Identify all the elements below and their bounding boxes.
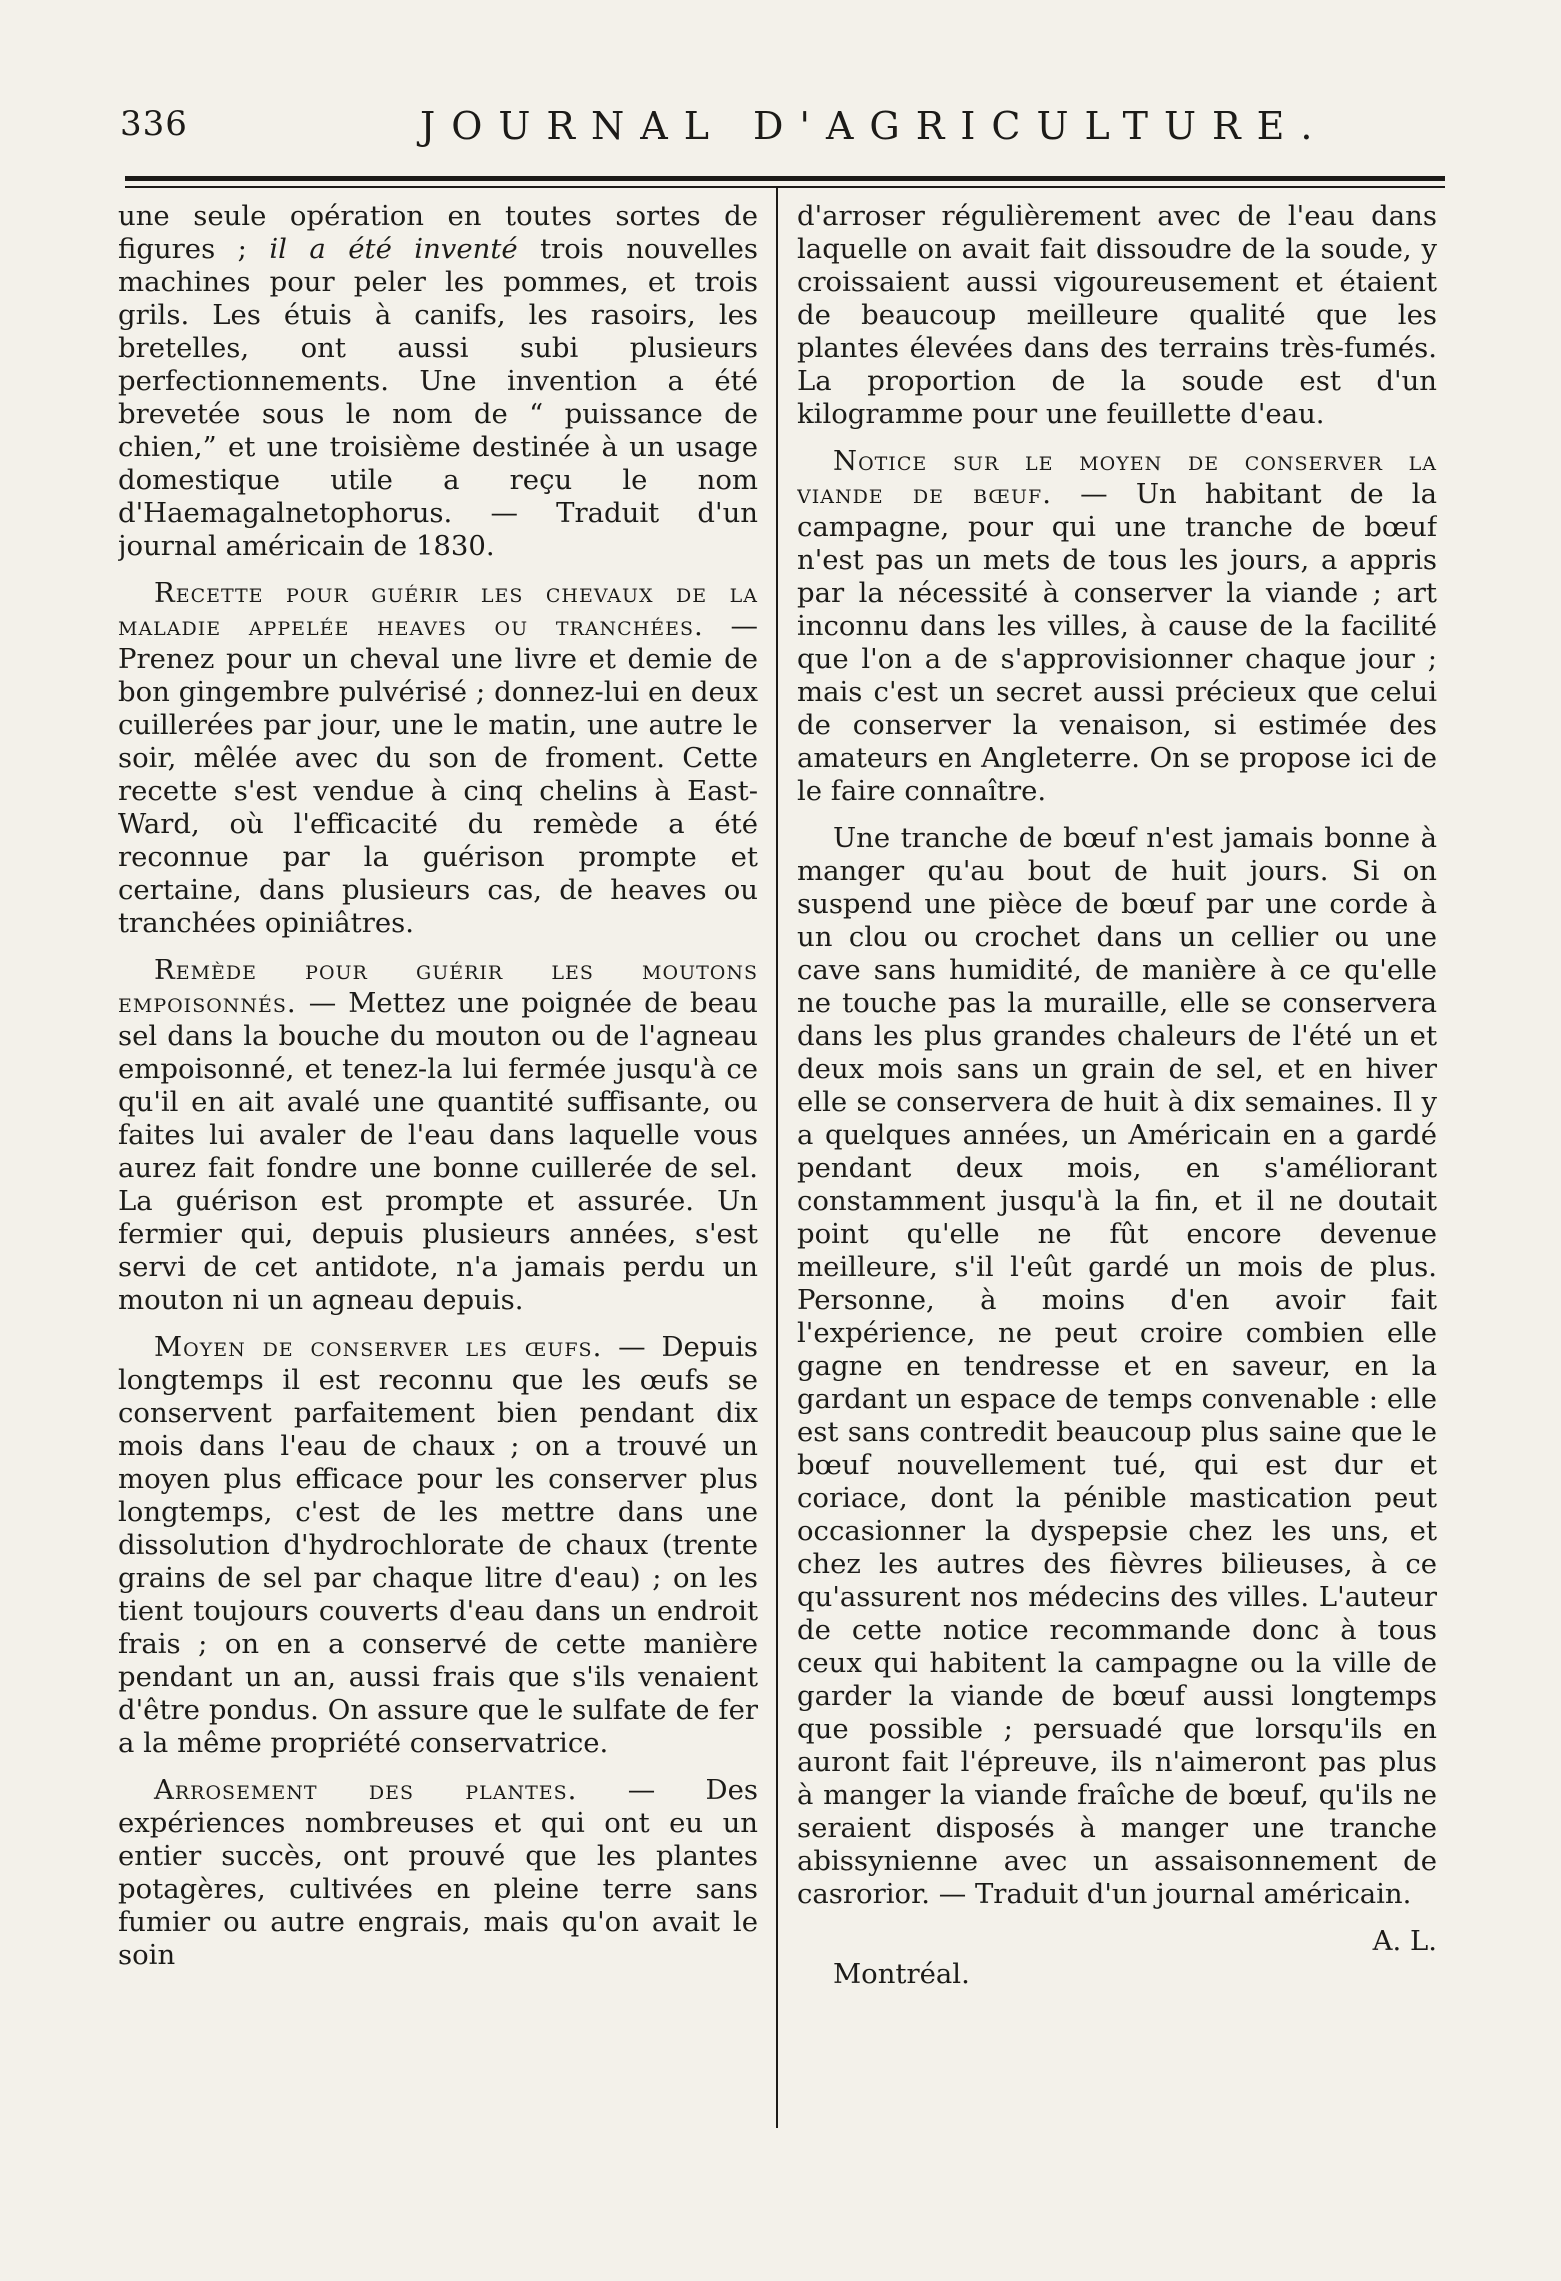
column-divider (776, 188, 778, 2128)
article-body: — Mettez une poignée de beau sel dans la bouche du mouton ou de l'agneau empoisonné, et tenez-la lui fermée jusqu'à ce qu'il en ait avalé une quantité suffisante, ou faites lui avaler de l'eau dans laquelle vous aurez fait fondre une bonne cuillerée de sel. La guérison est prompte et assurée. Un fermier qui, depuis plusieurs années, s'est servi de cet antidote, n'a jamais perdu un mouton ni un agneau depuis. (118, 987, 758, 1316)
header-rule-thin (125, 186, 1445, 188)
page-number: 336 (120, 104, 188, 144)
left-column (118, 200, 758, 2120)
page-header (120, 98, 1420, 158)
italic-text: il a été inventé (269, 233, 518, 265)
article-body: — Des expériences nombreuses et qui ont eu un entier succès, ont prouvé que les plantes potagères, cultivées en pleine terre sans fumier ou autre engrais, mais qu'on avait le soin (118, 1774, 758, 1971)
paragraph-text: trois nouvelles machines pour peler les pommes, et trois grils. Les étuis à canifs, les rasoirs, les bretelles, ont aussi subi plusieurs perfectionnements. Une invention a été brevetée sous le nom de “ puissance de chien,” et une troisième destinée à un usage domestique utile a reçu le nom d'Haemagalnetophorus. — Traduit d'un journal américain de 1830. (118, 233, 758, 562)
signature: A. L. (1372, 1925, 1437, 1957)
right-column (797, 200, 1437, 2120)
article-watering (118, 1774, 758, 1972)
running-title: JOURNAL D'AGRICULTURE. (420, 104, 1329, 148)
article-eggs (118, 1331, 758, 1760)
article-heading: Remède pour guérir les moutons empoisonnés. (118, 954, 758, 1019)
article-body: — Prenez pour un cheval une livre et demie de bon gingembre pulvérisé ; donnez-lui en deux cuillerées par jour, une le matin, une autre le soir, mêlée avec du son de froment. Cette recette s'est vendue à cinq chelins à East-Ward, où l'efficacité du remède a été reconnue par la guérison prompte et certaine, dans plusieurs cas, de heaves ou tranchées opiniâtres. (118, 610, 758, 939)
continued-paragraph (118, 200, 758, 563)
article-body: — Un habitant de la campagne, pour qui une tranche de bœuf n'est pas un mets de tous les jours, a appris par la nécessité à conserver la viande ; art inconnu dans les villes, à cause de la facilité que l'on a de s'approvisionner chaque jour ; mais c'est un secret aussi précieux que celui de conserver la venaison, si estimée des amateurs en Angleterre. On se propose ici de le faire connaître. (797, 478, 1437, 807)
article-heading: Recette pour guérir les chevaux de la maladie appelée heaves ou tranchées. (118, 577, 758, 642)
article-heading: Arrosement des plantes. (154, 1774, 578, 1806)
paragraph-text: une seule opération en toutes sortes de figures ; (118, 200, 758, 265)
header-rule-thick (125, 176, 1445, 181)
article-heading: Moyen de conserver les œufs. (154, 1331, 603, 1363)
article-heading: Notice sur le moyen de conserver la viande de bœuf. (797, 445, 1437, 510)
article-horses (118, 577, 758, 940)
article-body: — Depuis longtemps il est reconnu que les œufs se conservent parfaitement bien pendant dix mois dans l'eau de chaux ; on a trouvé un moyen plus efficace pour les conserver plus longtemps, c'est de les mettre dans une dissolution d'hydrochlorate de chaux (trente grains de sel par chaque litre d'eau) ; on les tient toujours couverts d'eau dans un endroit frais ; on en a conservé de cette manière pendant un an, aussi frais que s'ils venaient d'être pondus. On assure que le sulfate de fer a la même propriété conservatrice. (118, 1331, 758, 1759)
continued-paragraph: d'arroser régulièrement avec de l'eau dans laquelle on avait fait dissoudre de la soude, y croissaient aussi vigoureusement et étaient de beaucoup meilleure qualité que les plantes élevées dans des terrains très-fumés. La proportion de la soude est d'un kilogramme pour une feuillette d'eau. (797, 200, 1437, 430)
article-beef (797, 445, 1437, 808)
article-beef-continued: Une tranche de bœuf n'est jamais bonne à manger qu'au bout de huit jours. Si on suspend une pièce de bœuf par une corde à un clou ou crochet dans un cellier ou une cave sans humidité, de manière à ce qu'elle ne touche pas la muraille, elle se conservera dans les plus grandes chaleurs de l'été un et deux mois sans un grain de sel, et en hiver elle se conservera de huit à dix semaines. Il y a quelques années, un Américain en a gardé pendant deux mois, en s'améliorant constamment jusqu'à la fin, et il ne doutait point qu'elle ne fût encore devenue meilleure, s'il l'eût gardé un mois de plus. Personne, à moins d'en avoir fait l'expérience, ne peut croire combien elle gagne en tendresse et en saveur, en la gardant un espace de temps convenable : elle est sans contredit beaucoup plus saine que le bœuf nouvellement tué, qui est dur et coriace, dont la pénible mastication peut occasionner la dyspepsie chez les uns, et chez les autres des fièvres bilieuses, à ce qu'assurent nos médecins des villes. L'auteur de cette notice recommande donc à tous ceux qui habitent la campagne ou la ville de garder la viande de bœuf aussi longtemps que possible ; persuadé que lorsqu'ils en auront fait l'épreuve, ils n'aimeront pas plus à manger la viande fraîche de bœuf, qu'ils ne seraient disposés à manger une tranche abissynienne avec un assaisonnement de casrorior. — Traduit d'un journal américain. (797, 822, 1437, 1910)
article-sheep (118, 954, 758, 1317)
place-line: Montréal. (833, 1958, 970, 1990)
